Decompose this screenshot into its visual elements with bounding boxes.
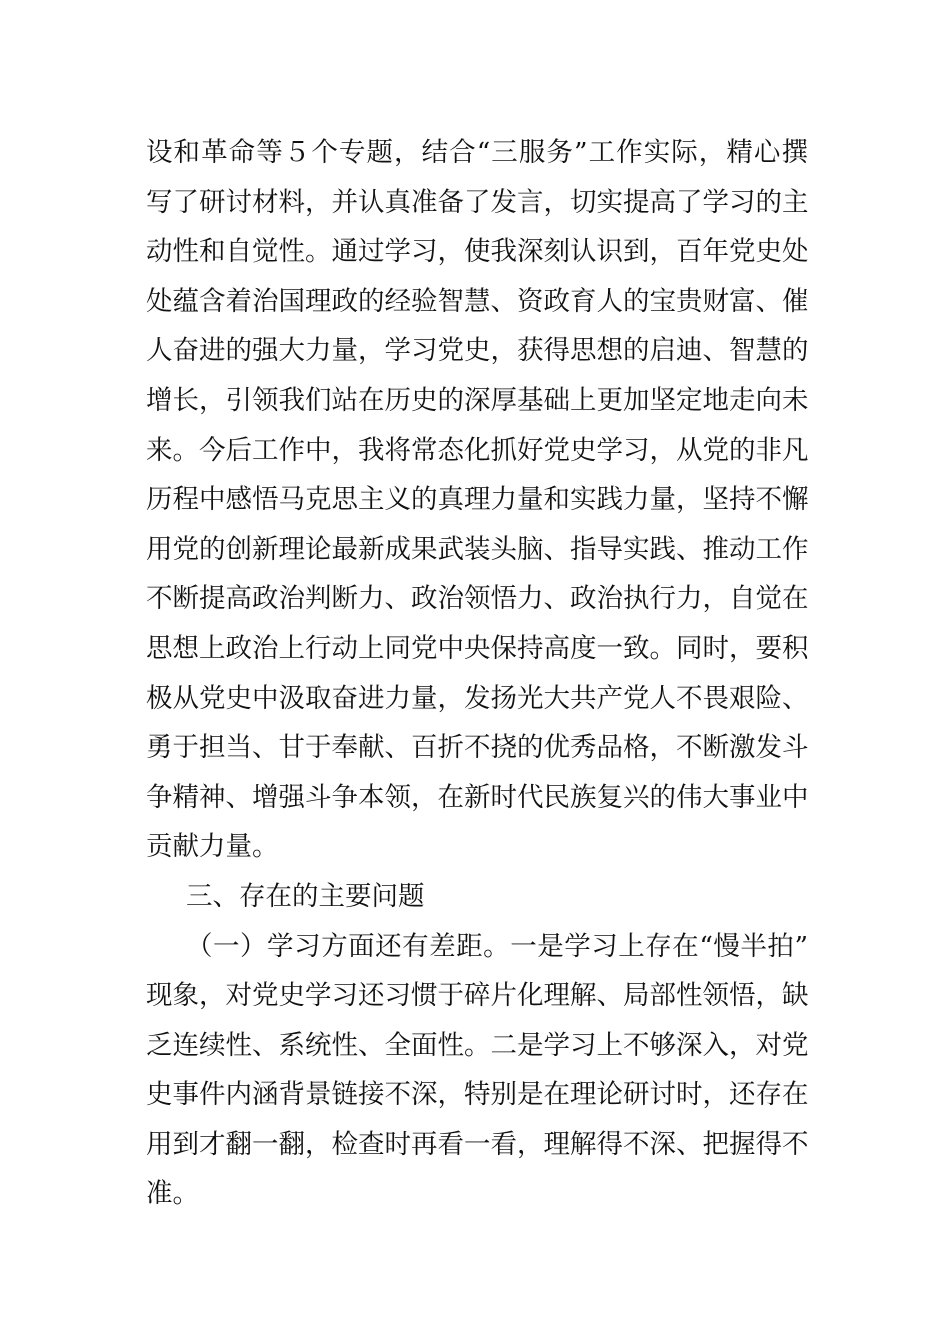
document-body: [146, 128, 808, 1219]
paragraph-line: 设和革命等５个专题，结合“三服务”工作实际，精心撰: [146, 137, 808, 168]
paragraph-line: 历程中感悟马克思主义的真理力量和实践力量，坚持不懈: [146, 484, 809, 516]
paragraph-line: 乏连续性、系统性、全面性。二是学习上不够深入，对党: [146, 1029, 809, 1061]
paragraph-line: 用到才翻一翻，检查时再看一看，理解得不深、把握得不: [146, 1128, 809, 1160]
paragraph-line: 贡献力量。: [146, 831, 279, 863]
paragraph-line: 准。: [146, 1178, 199, 1210]
paragraph-line: （一）学习方面还有差距。一是学习上存在“慢半拍”: [186, 930, 808, 962]
paragraph-line: 人奋进的强大力量，学习党史，获得思想的启迪、智慧的: [146, 335, 809, 367]
paragraph-line: 现象，对党史学习还习惯于碎片化理解、局部性领悟，缺: [146, 980, 809, 1012]
paragraph-line: 写了研讨材料，并认真准备了发言，切实提高了学习的主: [146, 186, 809, 218]
paragraph-line: 史事件内涵背景链接不深，特别是在理论研讨时，还存在: [146, 1079, 809, 1111]
paragraph-line: 处蕴含着治国理政的经验智慧、资政育人的宝贵财富、催: [146, 285, 809, 317]
section-heading: 三、存在的主要问题: [186, 880, 425, 912]
paragraph-line: 来。今后工作中，我将常态化抓好党史学习，从党的非凡: [146, 434, 809, 466]
paragraph-line: 不断提高政治判断力、政治领悟力、政治执行力，自觉在: [146, 583, 809, 615]
paragraph-line: 思想上政治上行动上同党中央保持高度一致。同时，要积: [146, 632, 809, 664]
paragraph-line: 动性和自觉性。通过学习，使我深刻认识到，百年党史处: [146, 236, 809, 268]
paragraph-line: 增长，引领我们站在历史的深厚基础上更加坚定地走向未: [146, 384, 809, 416]
paragraph-line: 勇于担当、甘于奉献、百折不挠的优秀品格，不断激发斗: [146, 732, 809, 764]
paragraph-line: 争精神、增强斗争本领，在新时代民族复兴的伟大事业中: [146, 781, 809, 813]
paragraph-line: 用党的创新理论最新成果武装头脑、指导实践、推动工作: [146, 533, 809, 565]
paragraph-line: 极从党史中汲取奋进力量，发扬光大共产党人不畏艰险、: [146, 682, 809, 714]
